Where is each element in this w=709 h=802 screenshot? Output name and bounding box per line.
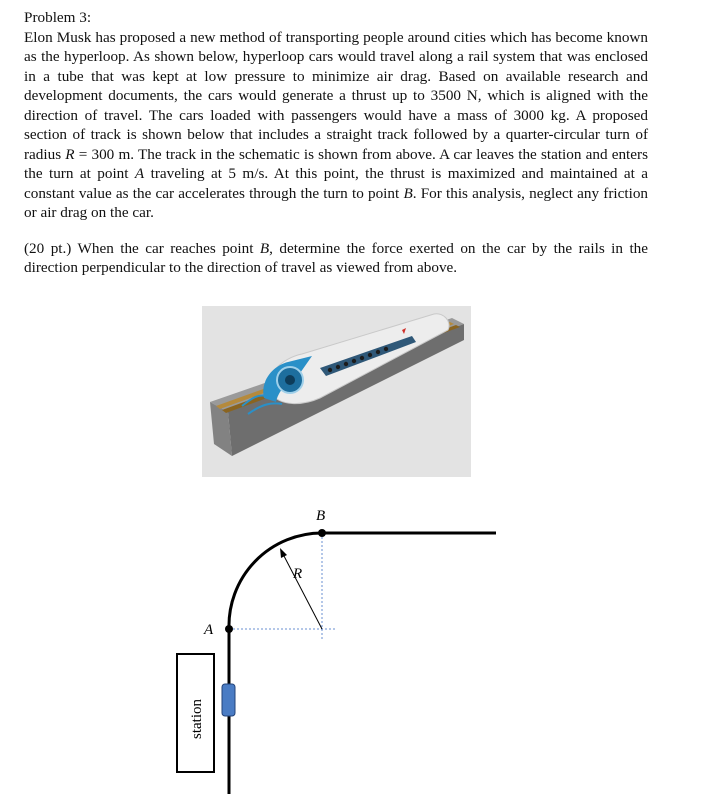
var-a: A bbox=[134, 165, 145, 182]
track-curve bbox=[229, 533, 322, 629]
point-b bbox=[318, 529, 326, 537]
problem-question bbox=[24, 239, 648, 278]
question-text-2: , determine the force exerted on the car by the rails in the direction perpendicular to the direction of travel as viewed from above. bbox=[24, 239, 648, 276]
intro-text-2: = 300 m. The track in the schematic is shown from above. A car leaves the station and enters the turn at point bbox=[24, 145, 648, 182]
intro-text-1: Elon Musk has proposed a new method of transporting people around cities which has become known as the hyperloop. As shown below, hyperloop cars would travel along a rail system that was enclosed in a tube that was kept at low pressure to minimize air drag. Based on available research and development documents, the cars would generate a thrust up to 3500 N, which is aligned with the direction of travel. The cars loaded with passengers would have a mass of 3000 kg. A proposed section of track is shown below that includes a straight track followed by a quarter-circular turn of radius bbox=[24, 28, 648, 163]
radius-line bbox=[284, 556, 322, 629]
station-label: station bbox=[189, 699, 205, 739]
hyperloop-illustration bbox=[202, 306, 471, 477]
hyperloop-car-icon bbox=[222, 684, 235, 716]
var-b: B bbox=[403, 184, 413, 202]
point-a bbox=[225, 625, 233, 633]
front-fan-hub bbox=[285, 375, 295, 385]
question-text-1: (20 pt.) When the car reaches point bbox=[24, 239, 260, 257]
label-b: B bbox=[316, 508, 326, 524]
problem-intro bbox=[24, 28, 648, 223]
problem-heading: Problem 3: bbox=[24, 9, 92, 26]
radius-arrowhead bbox=[280, 548, 287, 558]
intro-text-3: traveling at 5 m/s. At this point, the thrust is maximized and maintained at a constant value as the car accelerates through the turn to point bbox=[24, 165, 648, 202]
problem-text bbox=[24, 8, 648, 278]
question-var-b: B bbox=[259, 239, 270, 257]
label-r: R bbox=[293, 566, 303, 582]
intro-text-4: . For this analysis, neglect any friction or air drag on the car. bbox=[24, 184, 649, 221]
var-r: R bbox=[65, 145, 75, 163]
label-a: A bbox=[204, 622, 214, 638]
track-schematic bbox=[160, 498, 505, 798]
